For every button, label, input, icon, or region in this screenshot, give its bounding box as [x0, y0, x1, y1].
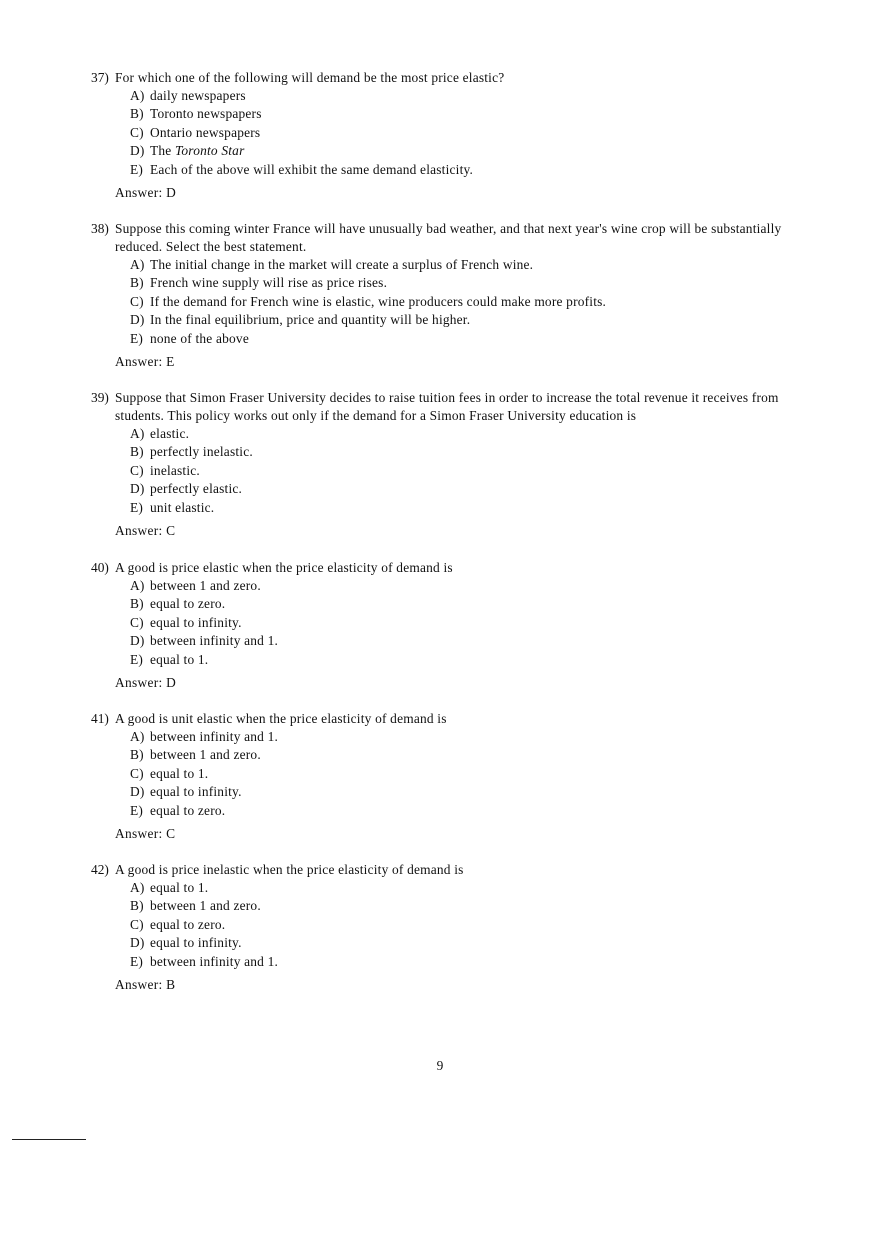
answer-key: Answer: D [115, 185, 177, 201]
option-c: C) equal to 1. [130, 765, 209, 781]
question-number: 39) [91, 390, 109, 405]
page-number: 9 [436, 1058, 444, 1073]
option-list [130, 577, 831, 669]
option-list [130, 256, 831, 348]
option-e: E) between infinity and 1. [130, 953, 279, 969]
question-42 [91, 861, 831, 994]
question-text: Suppose this coming winter France will have unusually bad weather, and that next year's wine crop will be substantially reduced. Select the best statement. [115, 221, 782, 254]
option-c: C) If the demand for French wine is elastic, wine producers could make more profits. [130, 293, 607, 309]
question-38 [91, 220, 831, 371]
option-a: A) between 1 and zero. [130, 578, 261, 593]
option-a: A) between infinity and 1. [130, 729, 279, 744]
answer-key: Answer: C [115, 826, 176, 842]
option-b: B) French wine supply will rise as price rises. [130, 275, 388, 291]
answer-key: Answer: C [115, 523, 176, 539]
option-e: E) Each of the above will exhibit the same demand elasticity. [130, 161, 474, 177]
option-d: D) In the final equilibrium, price and quantity will be higher. [130, 312, 471, 328]
option-b: B) perfectly inelastic. [130, 444, 253, 460]
question-stem [91, 559, 831, 577]
option-c: C) equal to zero. [130, 916, 226, 932]
answer-key: Answer: D [115, 675, 177, 691]
question-stem [91, 710, 831, 728]
question-number: 38) [91, 221, 109, 236]
option-a: A) daily newspapers [130, 88, 246, 103]
option-a: A) equal to 1. [130, 880, 209, 895]
question-39 [91, 389, 831, 540]
option-c: C) equal to infinity. [130, 614, 242, 630]
question-number: 37) [91, 70, 109, 85]
question-stem [91, 69, 831, 87]
question-37 [91, 69, 831, 202]
option-a: A) The initial change in the market will create a surplus of French wine. [130, 257, 534, 272]
option-list [130, 728, 831, 820]
question-stem [91, 861, 831, 879]
option-d: D) The Toronto Star [130, 142, 831, 160]
option-d: D) equal to infinity. [130, 935, 242, 951]
option-e: E) unit elastic. [130, 499, 215, 515]
option-c: C) Ontario newspapers [130, 124, 261, 140]
option-e: E) equal to zero. [130, 802, 226, 818]
option-d: D) perfectly elastic. [130, 481, 243, 497]
option-e: E) none of the above [130, 330, 249, 346]
option-d: D) between infinity and 1. [130, 633, 279, 649]
option-b: B) between 1 and zero. [130, 898, 261, 914]
question-40 [91, 559, 831, 692]
answer-key: Answer: E [115, 354, 175, 370]
question-text: A good is price inelastic when the price elasticity of demand is [115, 862, 464, 877]
answer-key: Answer: B [115, 977, 176, 993]
question-text: Suppose that Simon Fraser University decides to raise tuition fees in order to increase the total revenue it receives from students. This policy works out only if the demand for a Simon Fraser University education is [115, 390, 779, 423]
option-d: D) equal to infinity. [130, 784, 242, 800]
question-stem [91, 389, 831, 425]
option-b: B) between 1 and zero. [130, 747, 261, 763]
option-italic-title: Toronto Star [174, 143, 245, 159]
option-list [130, 87, 831, 179]
option-b: B) Toronto newspapers [130, 106, 262, 122]
question-text: A good is price elastic when the price elasticity of demand is [115, 560, 453, 575]
option-a: A) elastic. [130, 426, 190, 441]
question-41 [91, 710, 831, 843]
question-stem [91, 220, 831, 256]
option-list [130, 879, 831, 971]
option-b: B) equal to zero. [130, 596, 226, 612]
question-number: 41) [91, 711, 109, 726]
question-text: A good is unit elastic when the price elasticity of demand is [115, 711, 447, 726]
question-number: 42) [91, 862, 109, 877]
question-text: For which one of the following will demand be the most price elastic? [115, 70, 505, 85]
option-c: C) inelastic. [130, 462, 200, 478]
option-e: E) equal to 1. [130, 651, 209, 667]
footnote-divider [12, 1139, 86, 1140]
option-list [130, 425, 831, 517]
question-number: 40) [91, 560, 109, 575]
